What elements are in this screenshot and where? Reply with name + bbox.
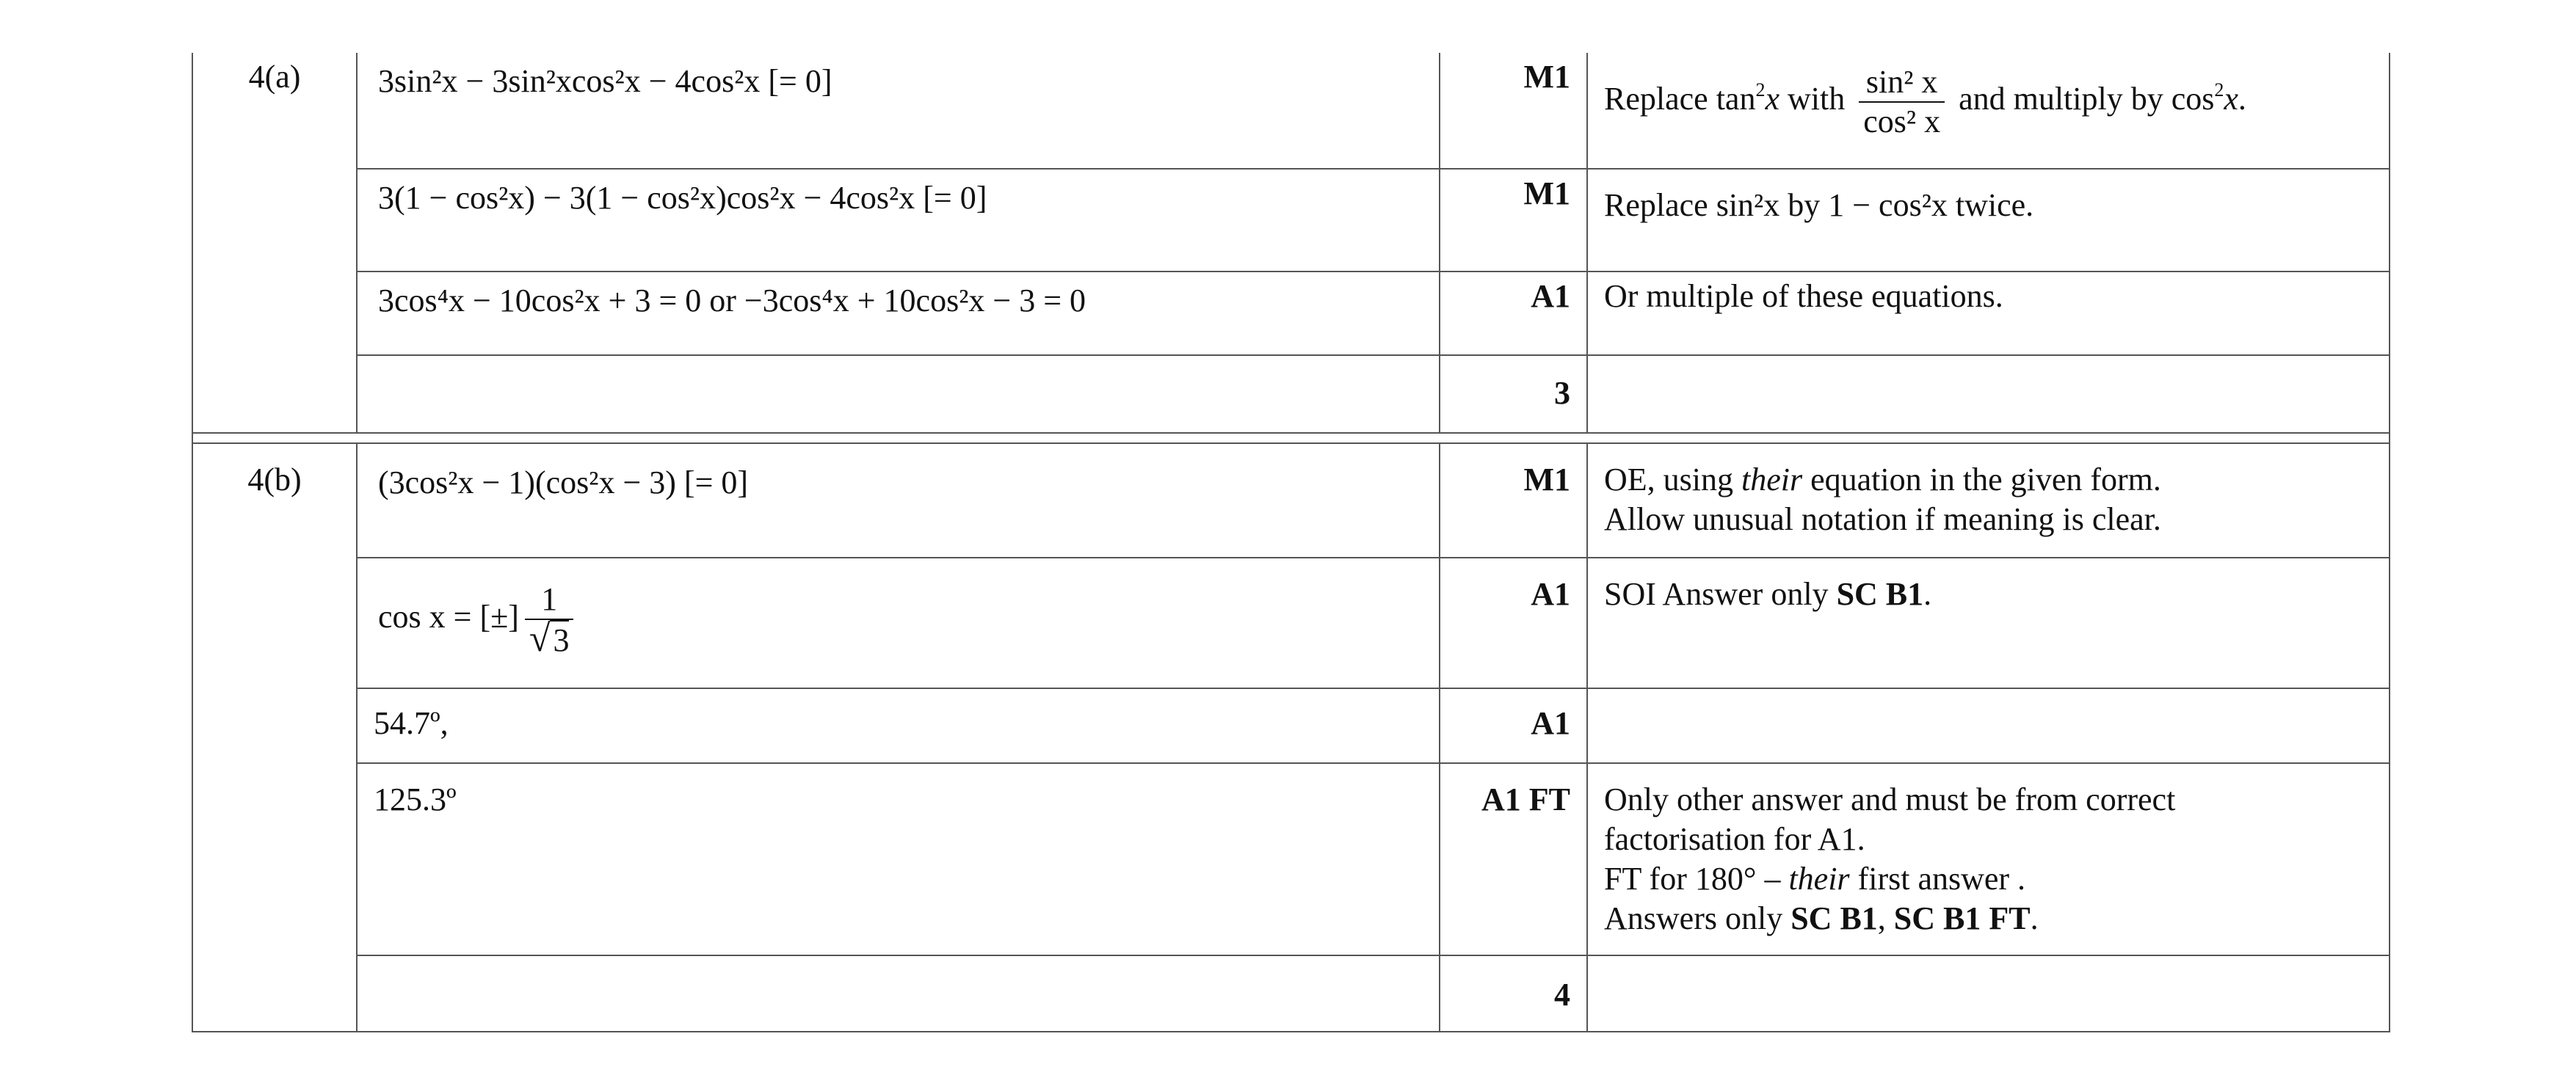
fraction: $\frac{1}{√3}$ [525,580,574,660]
part-separator [192,433,2390,443]
table-row-b-total [192,955,2390,1032]
answer-cell [357,955,1440,1032]
mark-cell: A1 [1440,272,1587,355]
answer-cell [357,53,1440,169]
guidance-cell: OE, using their equation in the given form. Allow unusual notation if meaning is clear. [1587,443,2390,558]
answer-text: 3sin²x − 3sin²xcos²x − 4cos²x [= 0] [378,63,832,99]
answer-cell [357,443,1440,558]
table-row-a3 [192,272,2390,355]
guidance-cell: Replace sin²x by 1 − cos²x twice. [1587,169,2390,272]
answer-text: 3(1 − cos²x) − 3(1 − cos²x)cos²x − 4cos²x [= 0] [378,180,987,216]
question-label-4a: 4(a) [192,53,357,433]
table-row-a1 [192,53,2390,169]
table-row-a-total [192,355,2390,433]
total-mark-cell: 4 [1440,955,1587,1032]
mark-cell: M1 [1440,169,1587,272]
table-row-b4 [192,763,2390,955]
question-label-4b: 4(b) [192,443,357,1032]
guidance-cell [1587,355,2390,433]
guidance-cell: Or multiple of these equations. [1587,272,2390,355]
answer-cell [357,355,1440,433]
guidance-cell: Replace $\tan^2x$ with $\frac{\text{sin² x}}{\text{cos² x}}$ and multiply by $\cos^2x$. [1587,53,2390,169]
mark-scheme-table [192,53,2390,1032]
answer-text: 3cos⁴x − 10cos²x + 3 = 0 or −3cos⁴x + 10cos²x − 3 = 0 [378,283,1086,318]
table-row-a2 [192,169,2390,272]
answer-cell: 54.7º, [357,688,1440,763]
guidance-cell: SOI Answer only SC B1. [1587,558,2390,688]
table-row-b2 [192,558,2390,688]
mark-cell: A1 [1440,558,1587,688]
guidance-cell [1587,955,2390,1032]
table-row-b1 [192,443,2390,558]
answer-cell: cos x = [±] $\frac{1}{√3}$ [357,558,1440,688]
answer-cell: 125.3º [357,763,1440,955]
answer-text: (3cos²x − 1)(cos²x − 3) [= 0] [378,464,749,500]
answer-cell [357,272,1440,355]
total-mark-cell: 3 [1440,355,1587,433]
mark-cell: A1 [1440,688,1587,763]
guidance-cell [1587,688,2390,763]
mark-cell: M1 [1440,443,1587,558]
guidance-cell: Only other answer and must be from correct factorisation for A1. FT for 180° – their first answer . Answers only SC B1, SC B1 FT. [1587,763,2390,955]
mark-cell: M1 [1440,53,1587,169]
fraction: $\frac{\text{sin² x}}{\text{cos² x}}$ [1859,63,1945,141]
answer-cell [357,169,1440,272]
mark-cell: A1 FT [1440,763,1587,955]
table-row-b3 [192,688,2390,763]
